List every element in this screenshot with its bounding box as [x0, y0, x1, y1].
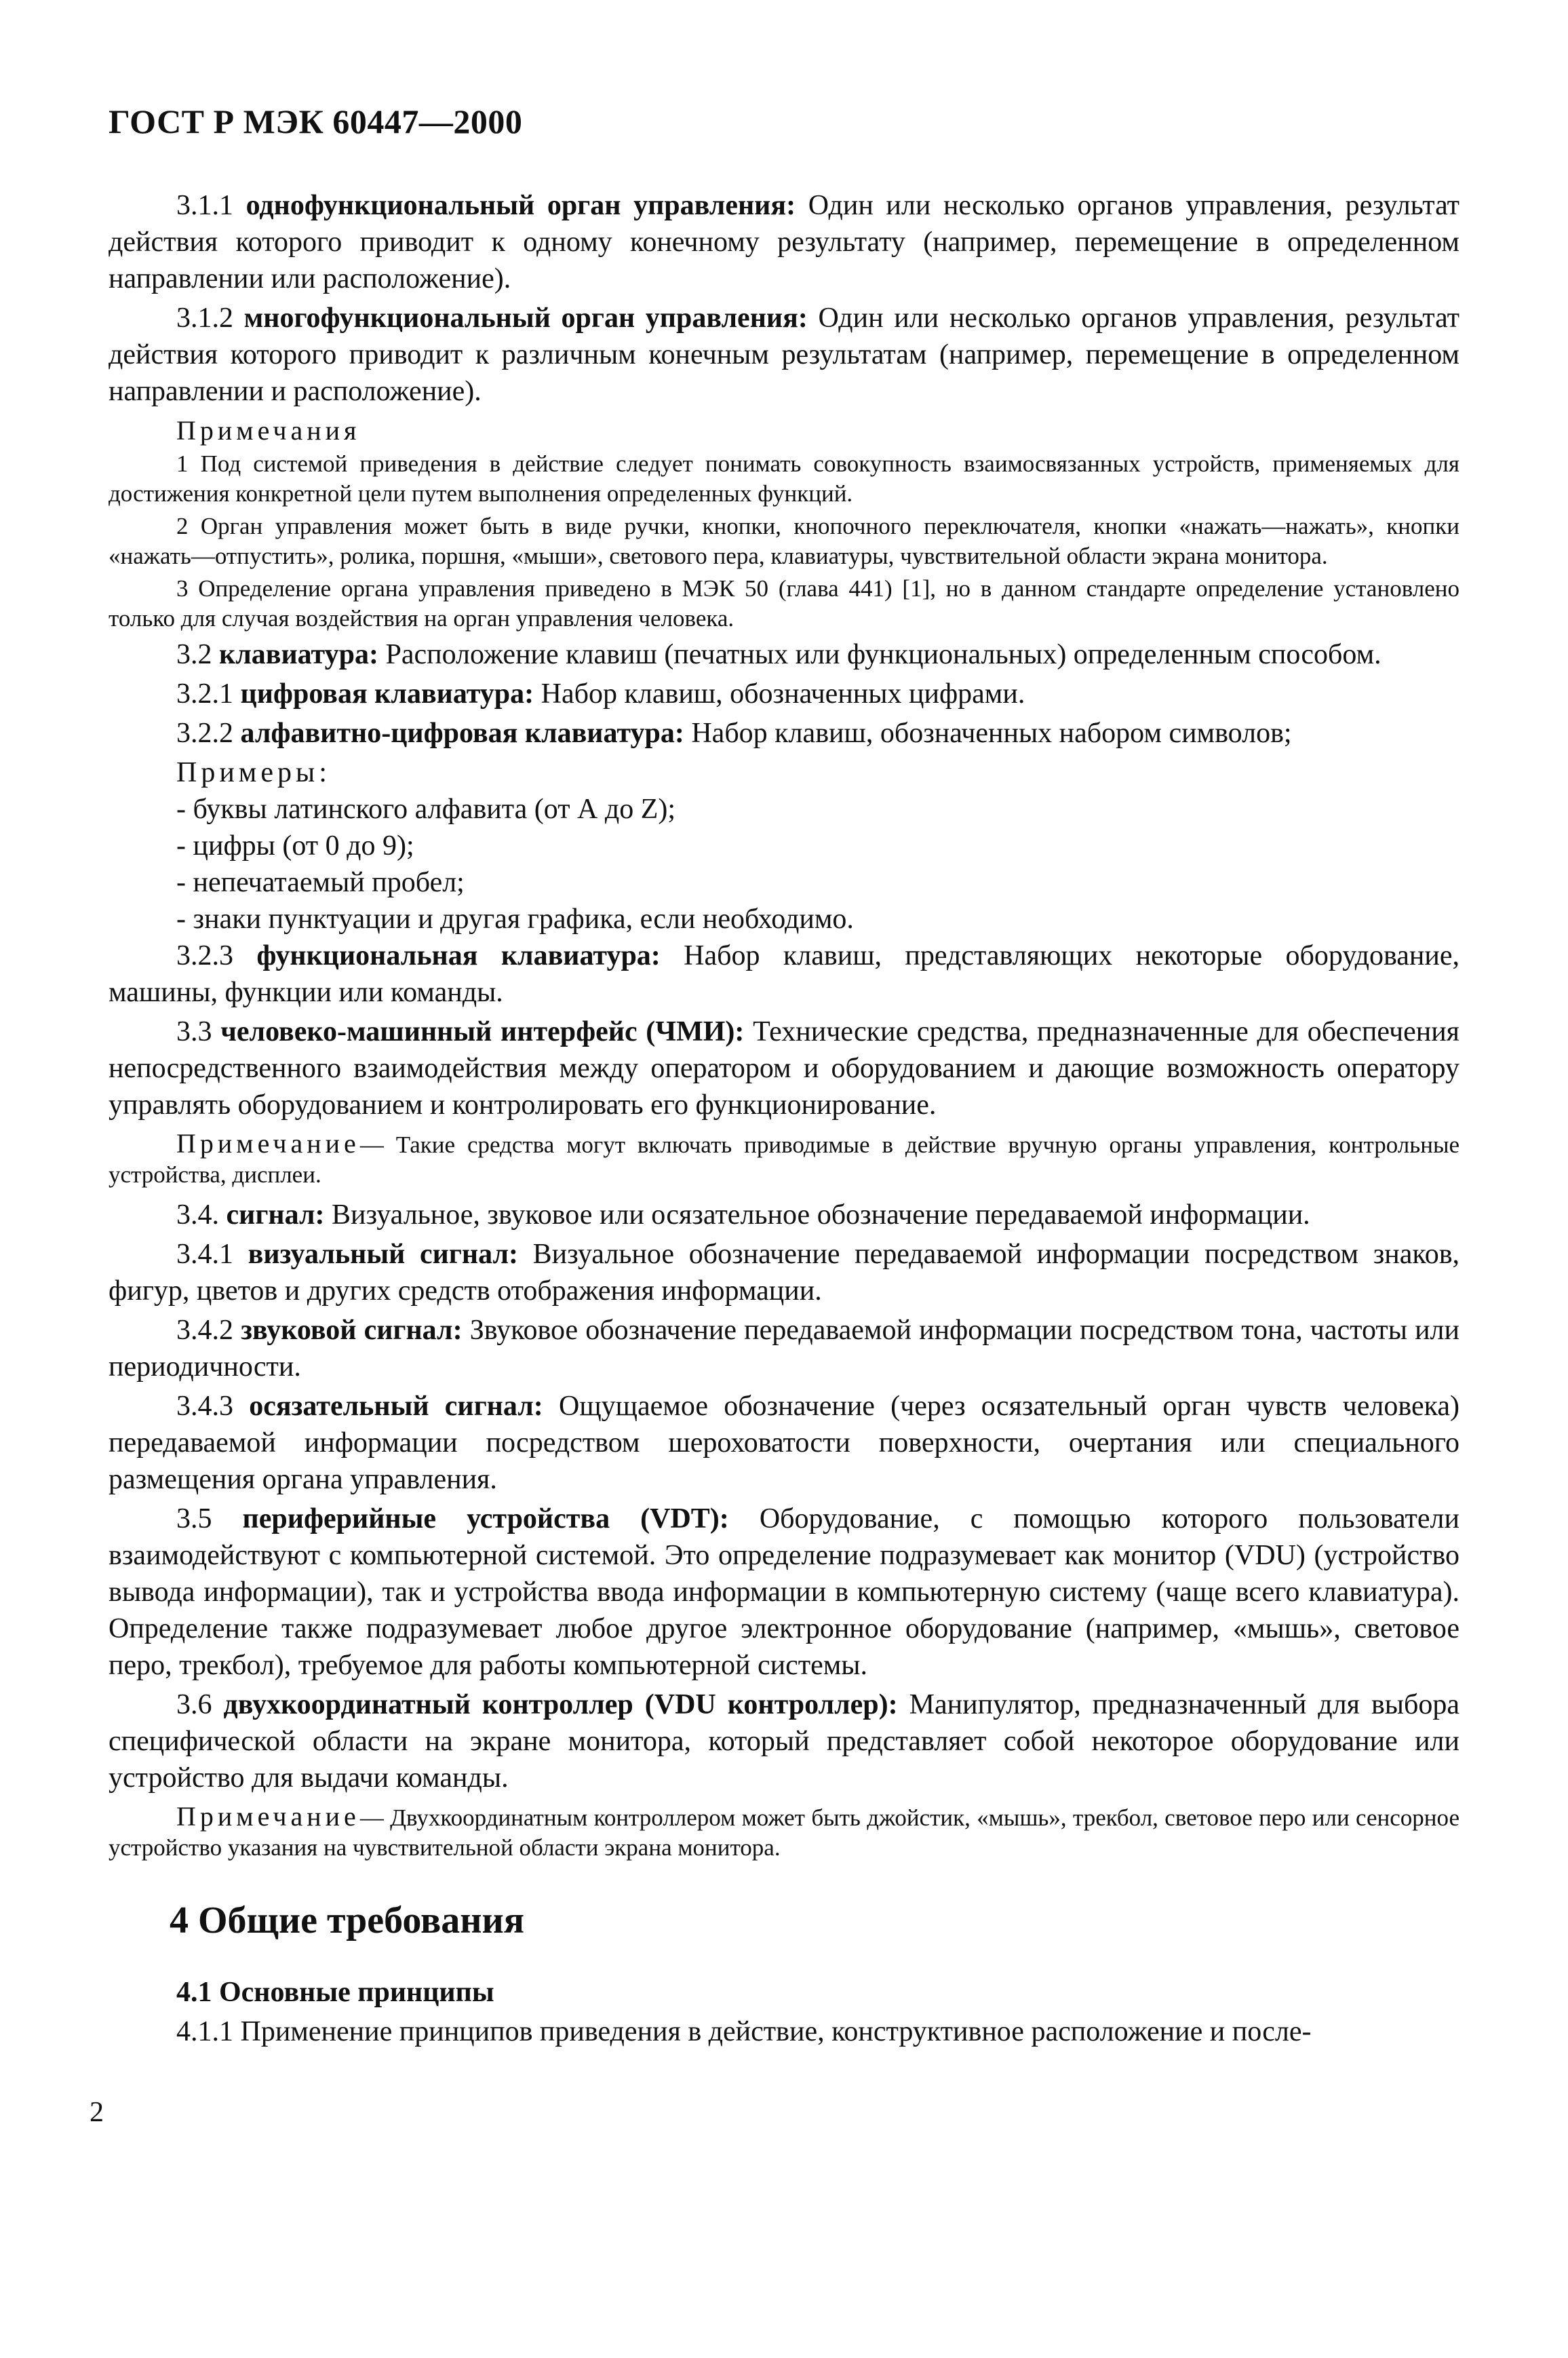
- clause-text: Расположение клавиш (печатных или функциональных) определенным способом.: [385, 639, 1381, 670]
- clause-text: Один или несколько органов управления, результат действия которого приводит к одному конечному результату (например, перемещение в определенном направлении или расположение).: [109, 190, 1459, 294]
- clause-3-3: [109, 1013, 1459, 1123]
- clause-3-1-1: [109, 187, 1459, 297]
- document-body: [109, 187, 1459, 2050]
- note-3: 3 Определение органа управления приведено в МЭК 50 (глава 441) [1], но в данном стандарте определение установлено только для случая воздействия на орган управления человека.: [109, 575, 1459, 632]
- clause-text: Звуковое обозначение передаваемой информации посредством тона, частоты или периодичности.: [109, 1315, 1459, 1383]
- clause-3-2-3: [109, 938, 1459, 1011]
- clause-number: 4.1.1: [176, 2016, 233, 2047]
- list-item: - буквы латинского алфавита (от А до Z);: [176, 794, 676, 825]
- clause-term: визуальный сигнал:: [248, 1239, 518, 1270]
- clause-number: 3.2.3: [176, 940, 233, 971]
- clause-3-2: [109, 636, 1459, 673]
- section-title-4: 4 Общие требования: [170, 1899, 525, 1941]
- page-number: 2: [90, 2097, 104, 2128]
- clause-number: 3.1.2: [176, 303, 233, 334]
- clause-number: 3.4.: [176, 1199, 219, 1231]
- clause-term: алфавитно-цифровая клавиатура:: [240, 718, 684, 749]
- clause-text: Манипулятор, предназначенный для выбора специфической области на экране монитора, который представляет собой некоторое оборудование или устройство для выдачи команды.: [109, 1689, 1460, 1794]
- note-controller: [109, 1802, 1459, 1863]
- list-item: - цифры (от 0 до 9);: [176, 830, 414, 862]
- clause-text: Набор клавиш, представляющих некоторые оборудование, машины, функции или команды.: [109, 940, 1460, 1008]
- clause-number: 3.4.2: [176, 1315, 233, 1346]
- clause-4-1-1: [109, 2013, 1459, 2050]
- clause-number: 3.3: [176, 1016, 212, 1047]
- note-text: — Двухкоординатным контроллером может быть джойстик, «мышь», трекбол, световое перо или сенсорное устройство указания на чувствительной области экрана монитора.: [109, 1804, 1459, 1861]
- clause-text: Оборудование, с помощью которого пользователи взаимодействуют с компьютерной системой. Это определение подразумевает как монитор (VDU) (устройство вывода информации), так и устройства ввода информации в компьютерную систему (чаще всего клавиатура). Определение также подразумевает любое другое электронное оборудование (например, «мышь», световое перо, трекбол), требуемое для работы компьютерной системы.: [109, 1503, 1459, 1681]
- clause-3-6: [109, 1686, 1459, 1796]
- note-text: — Такие средства могут включать приводимые в действие вручную органы управления, контрольные устройства, дисплеи.: [109, 1132, 1459, 1188]
- clause-text: Применение принципов приведения в действие, конструктивное расположение и после-: [240, 2016, 1312, 2047]
- list-item: - знаки пунктуации и другая графика, если необходимо.: [176, 904, 854, 935]
- clause-number: 3.1.1: [176, 190, 233, 221]
- clause-term: звуковой сигнал:: [241, 1315, 463, 1346]
- clause-term: осязательный сигнал:: [249, 1391, 543, 1422]
- clause-text: Один или несколько органов управления, результат действия которого приводит к различным конечным результатам (например, перемещение в определенном направлении и расположение).: [109, 303, 1459, 407]
- note-label: Примечание: [176, 1801, 360, 1832]
- clause-number: 3.4.3: [176, 1391, 233, 1422]
- clause-text: Технические средства, предназначенные для обеспечения непосредственного взаимодействия между оператором и оборудованием и дающие возможность оператору управлять оборудованием и контролировать его функционирование.: [109, 1016, 1459, 1121]
- note-hmi: [109, 1129, 1459, 1190]
- clause-3-5: [109, 1501, 1459, 1684]
- note-label: Примечание: [176, 1128, 360, 1159]
- clause-number: 3.4.1: [176, 1239, 233, 1270]
- clause-text: Ощущаемое обозначение (через осязательный орган чувств человека) передаваемой информации посредством шероховатости поверхности, очертания или специального размещения органа управления.: [109, 1391, 1459, 1495]
- notes-heading: Примечания: [176, 415, 361, 446]
- clause-number: 3.6: [176, 1689, 212, 1720]
- subsection-title-4-1: 4.1 Основные принципы: [176, 1977, 494, 2008]
- clause-number: 3.2.2: [176, 718, 233, 749]
- clause-term: цифровая клавиатура:: [240, 678, 534, 710]
- clause-text: Визуальное обозначение передаваемой информации посредством знаков, фигур, цветов и других средств отображения информации.: [109, 1239, 1460, 1307]
- clause-number: 3.2.1: [176, 678, 233, 710]
- list-item: - непечатаемый пробел;: [176, 867, 465, 898]
- clause-3-2-2: [109, 715, 1459, 752]
- note-2: 2 Орган управления может быть в виде ручки, кнопки, кнопочного переключателя, кнопки «нажать—нажать», кнопки «нажать—отпустить», ролика, поршня, «мыши», светового пера, клавиатуры, чувствительной области экрана монитора.: [109, 513, 1459, 569]
- clause-number: 3.5: [176, 1503, 212, 1534]
- clause-term: периферийные устройства (VDT):: [242, 1503, 729, 1534]
- clause-term: двухкоординатный контроллер (VDU контроллер):: [223, 1689, 898, 1720]
- clause-3-4-2: [109, 1312, 1459, 1385]
- clause-3-1-2: [109, 300, 1459, 410]
- clause-3-4-1: [109, 1236, 1459, 1309]
- clause-text: Набор клавиш, обозначенных цифрами.: [541, 678, 1025, 710]
- note-1: 1 Под системой приведения в действие следует понимать совокупность взаимосвязанных устройств, применяемых для достижения конкретной цели путем выполнения определенных функций.: [109, 450, 1459, 507]
- clause-term: сигнал:: [226, 1199, 325, 1231]
- clause-term: многофункциональный орган управления:: [243, 303, 808, 334]
- clause-term: функциональная клавиатура:: [256, 940, 661, 971]
- clause-3-4: [109, 1197, 1459, 1233]
- clause-number: 3.2: [176, 639, 212, 670]
- clause-3-2-1: [109, 676, 1459, 712]
- clause-text: Визуальное, звуковое или осязательное обозначение передаваемой информации.: [332, 1199, 1310, 1231]
- clause-term: клавиатура:: [219, 639, 378, 670]
- clause-term: однофункциональный орган управления:: [246, 190, 796, 221]
- document-header: ГОСТ Р МЭК 60447—2000: [109, 102, 523, 140]
- clause-3-4-3: [109, 1388, 1459, 1498]
- clause-term: человеко-машинный интерфейс (ЧМИ):: [220, 1016, 745, 1047]
- examples-heading: Примеры:: [176, 757, 331, 788]
- clause-text: Набор клавиш, обозначенных набором символов;: [691, 718, 1292, 749]
